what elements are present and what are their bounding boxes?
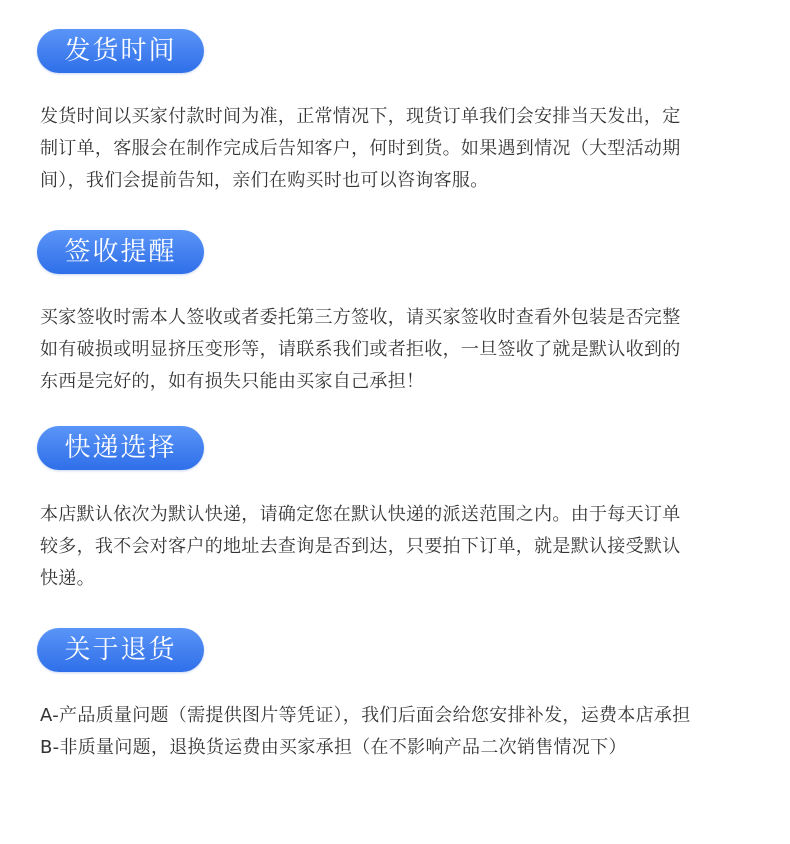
body-line: B-非质量问题，退换货运费由买家承担（在不影响产品二次销售情况下） (40, 737, 627, 758)
body-line: 本店默认依次为默认快递，请确定您在默认快递的派送范围之内。由于每天订单 (40, 504, 681, 525)
section-title-returns: 关于退货 (37, 628, 204, 672)
body-line: 买家签收时需本人签收或者委托第三方签收，请买家签收时查看外包装是否完整 (40, 307, 681, 328)
section-body-courier-choice (40, 499, 752, 595)
section-title-delivery-reminder: 签收提醒 (37, 230, 204, 274)
body-line: 发货时间以买家付款时间为准，正常情况下，现货订单我们会安排当天发出，定 (40, 106, 681, 127)
body-line: 间），我们会提前告知，亲们在购买时也可以咨询客服。 (40, 170, 489, 191)
body-line: 如有破损或明显挤压变形等，请联系我们或者拒收，一旦签收了就是默认收到的 (40, 339, 681, 360)
section-body-shipping-time (40, 101, 752, 197)
body-line: A-产品质量问题（需提供图片等凭证），我们后面会给您安排补发，运费本店承担 (40, 705, 691, 726)
body-line: 快递。 (40, 568, 95, 589)
body-line: 制订单，客服会在制作完成后告知客户，何时到货。如果遇到情况（大型活动期 (40, 138, 681, 159)
body-line: 较多，我不会对客户的地址去查询是否到达，只要拍下订单，就是默认接受默认 (40, 536, 681, 557)
section-body-returns (40, 700, 752, 764)
body-line: 东西是完好的，如有损失只能由买家自己承担！ (40, 371, 425, 392)
section-body-delivery-reminder (40, 302, 752, 398)
section-title-courier-choice: 快递选择 (37, 426, 204, 470)
section-title-shipping-time: 发货时间 (37, 29, 204, 73)
